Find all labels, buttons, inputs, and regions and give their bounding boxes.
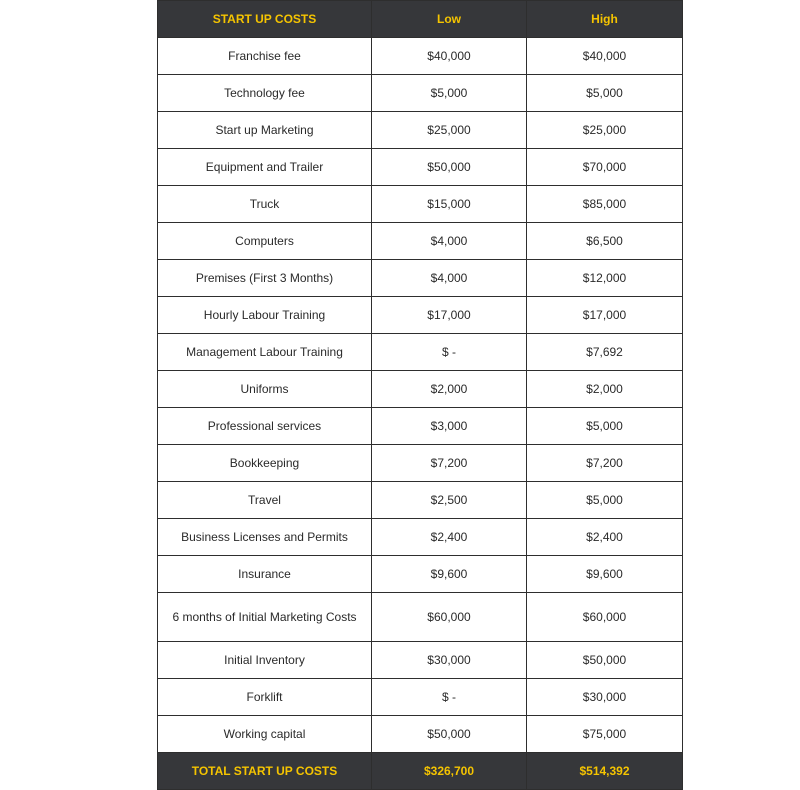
table-row (158, 482, 683, 519)
row-high: $17,000 (527, 297, 683, 334)
table-row (158, 593, 683, 642)
row-low: $4,000 (372, 223, 527, 260)
total-high: $514,392 (527, 753, 683, 790)
row-label: Business Licenses and Permits (158, 519, 372, 556)
table-row (158, 642, 683, 679)
row-label: Computers (158, 223, 372, 260)
row-label: Technology fee (158, 75, 372, 112)
table-row (158, 716, 683, 753)
row-high: $12,000 (527, 260, 683, 297)
row-low: $7,200 (372, 445, 527, 482)
row-low: $15,000 (372, 186, 527, 223)
row-low: $ - (372, 334, 527, 371)
row-high: $5,000 (527, 408, 683, 445)
row-label: Management Labour Training (158, 334, 372, 371)
row-low: $50,000 (372, 716, 527, 753)
row-high: $7,200 (527, 445, 683, 482)
row-label: Premises (First 3 Months) (158, 260, 372, 297)
row-high: $9,600 (527, 556, 683, 593)
row-low: $50,000 (372, 149, 527, 186)
row-low: $5,000 (372, 75, 527, 112)
table-row (158, 334, 683, 371)
row-high: $50,000 (527, 642, 683, 679)
row-label: 6 months of Initial Marketing Costs (158, 593, 372, 642)
table-row (158, 149, 683, 186)
table-row (158, 408, 683, 445)
table-row (158, 260, 683, 297)
table-row (158, 75, 683, 112)
row-high: $75,000 (527, 716, 683, 753)
row-high: $70,000 (527, 149, 683, 186)
row-low: $2,400 (372, 519, 527, 556)
header-high: High (527, 1, 683, 38)
row-label: Uniforms (158, 371, 372, 408)
startup-costs-table (157, 0, 683, 790)
row-low: $4,000 (372, 260, 527, 297)
row-label: Franchise fee (158, 38, 372, 75)
row-high: $6,500 (527, 223, 683, 260)
row-low: $60,000 (372, 593, 527, 642)
row-high: $2,400 (527, 519, 683, 556)
row-label: Start up Marketing (158, 112, 372, 149)
row-high: $85,000 (527, 186, 683, 223)
row-high: $40,000 (527, 38, 683, 75)
header-category: START UP COSTS (158, 1, 372, 38)
row-high: $25,000 (527, 112, 683, 149)
row-label: Equipment and Trailer (158, 149, 372, 186)
row-low: $2,000 (372, 371, 527, 408)
row-label: Travel (158, 482, 372, 519)
row-label: Truck (158, 186, 372, 223)
row-high: $30,000 (527, 679, 683, 716)
table-row (158, 556, 683, 593)
row-label: Hourly Labour Training (158, 297, 372, 334)
total-row (158, 753, 683, 790)
header-low: Low (372, 1, 527, 38)
table-row (158, 38, 683, 75)
row-low: $17,000 (372, 297, 527, 334)
table-row (158, 679, 683, 716)
table-body (158, 38, 683, 753)
row-low: $3,000 (372, 408, 527, 445)
row-low: $ - (372, 679, 527, 716)
row-label: Professional services (158, 408, 372, 445)
row-label: Insurance (158, 556, 372, 593)
row-high: $60,000 (527, 593, 683, 642)
row-low: $25,000 (372, 112, 527, 149)
table-row (158, 186, 683, 223)
total-label: TOTAL START UP COSTS (158, 753, 372, 790)
row-high: $7,692 (527, 334, 683, 371)
table-row (158, 519, 683, 556)
row-high: $5,000 (527, 482, 683, 519)
table-row (158, 223, 683, 260)
row-low: $2,500 (372, 482, 527, 519)
row-label: Initial Inventory (158, 642, 372, 679)
row-label: Bookkeeping (158, 445, 372, 482)
table-row (158, 445, 683, 482)
row-low: $9,600 (372, 556, 527, 593)
row-high: $2,000 (527, 371, 683, 408)
table-header (158, 1, 683, 38)
row-label: Working capital (158, 716, 372, 753)
row-label: Forklift (158, 679, 372, 716)
row-low: $40,000 (372, 38, 527, 75)
row-low: $30,000 (372, 642, 527, 679)
table-footer (158, 753, 683, 790)
total-low: $326,700 (372, 753, 527, 790)
row-high: $5,000 (527, 75, 683, 112)
header-row (158, 1, 683, 38)
table-row (158, 297, 683, 334)
table-row (158, 112, 683, 149)
table-row (158, 371, 683, 408)
